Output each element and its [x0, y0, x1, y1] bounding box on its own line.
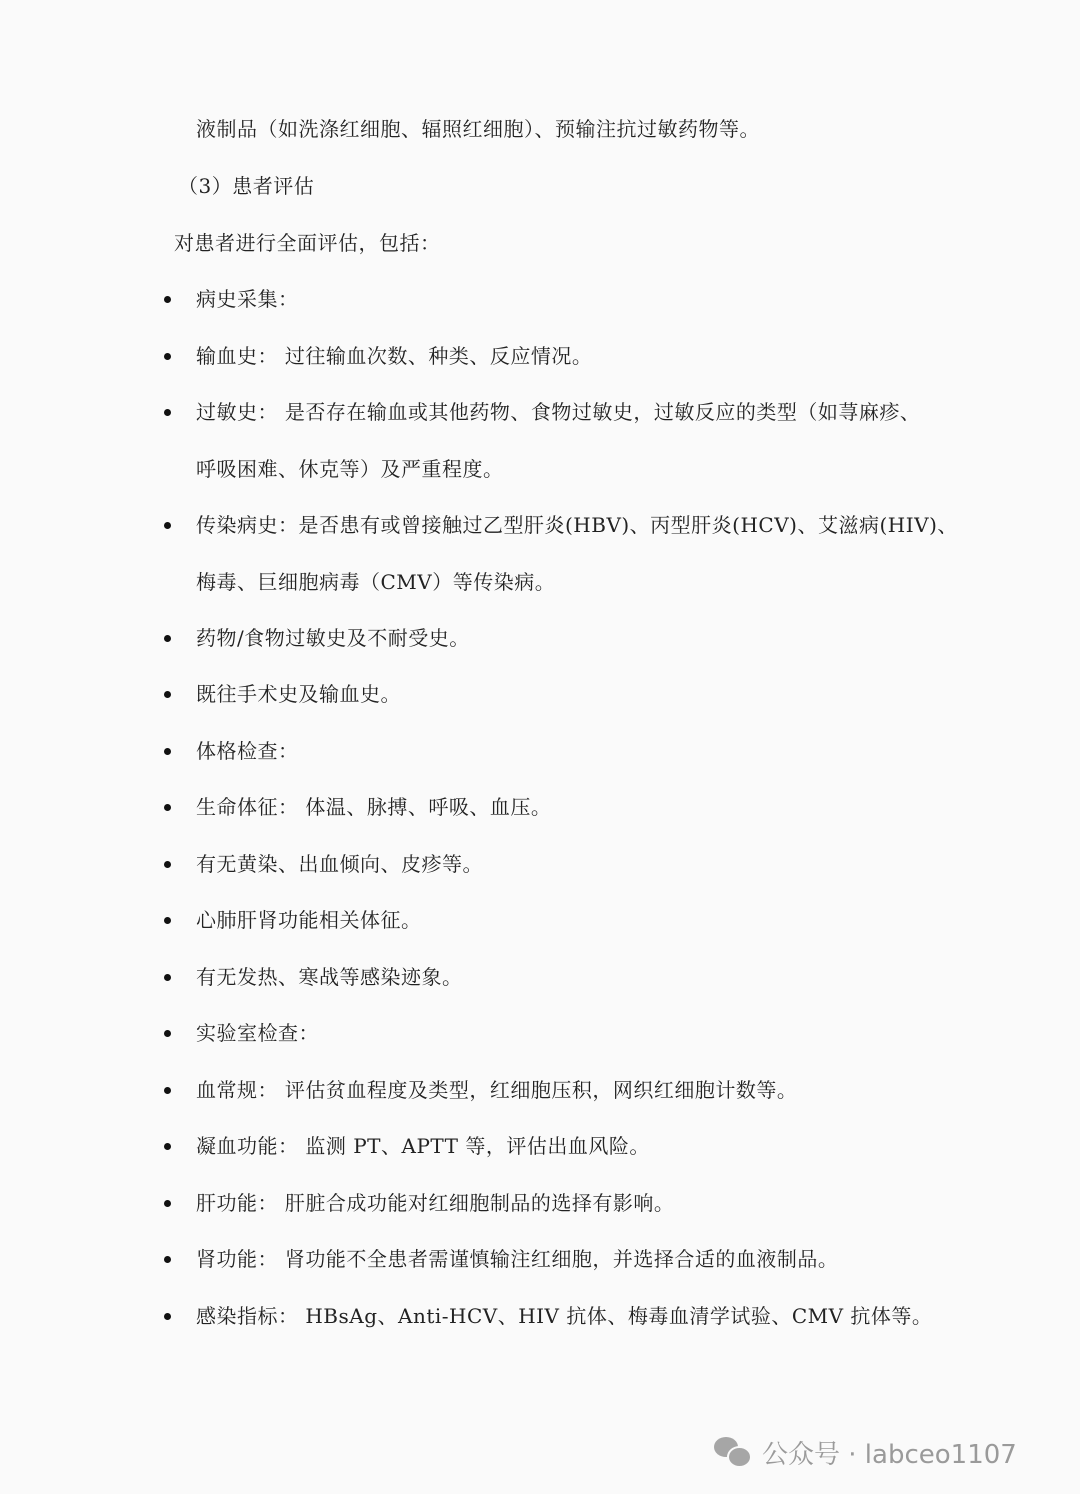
watermark-text: 公众号 · labceo1107 [762, 1439, 1017, 1470]
bullet-dot [164, 1256, 171, 1263]
bullet-dot [164, 1313, 171, 1320]
wechat-icon [714, 1437, 750, 1467]
continued-paragraph: 液制品（如洗涤红细胞、辐照红细胞）、预输注抗过敏药物等。 [196, 117, 760, 141]
list-item-surgery-history: 既往手术史及输血史。 [196, 682, 401, 706]
list-item-physical-exam: 体格检查： [196, 739, 299, 763]
list-item-infection-history: 传染病史：是否患有或曾接触过乙型肝炎(HBV)、丙型肝炎(HCV)、艾滋病(HIV)、 [196, 513, 958, 537]
bullet-dot [164, 861, 171, 868]
list-item-transfusion-history: 输血史： 过往输血次数、种类、反应情况。 [196, 344, 593, 368]
bullet-dot [164, 1143, 171, 1150]
list-item-infection-continued: 梅毒、巨细胞病毒（CMV）等传染病。 [196, 570, 556, 594]
list-item-vital-signs: 生命体征： 体温、脉搏、呼吸、血压。 [196, 795, 552, 819]
list-item-history: 病史采集： [196, 287, 299, 311]
bullet-dot [164, 635, 171, 642]
intro-text: 对患者进行全面评估，包括： [174, 231, 441, 255]
bullet-dot [164, 974, 171, 981]
list-item-allergy-history: 过敏史： 是否存在输血或其他药物、食物过敏史，过敏反应的类型（如荨麻疹、 [196, 400, 921, 424]
list-item-coagulation: 凝血功能： 监测 PT、APTT 等，评估出血风险。 [196, 1134, 650, 1158]
list-item-infection-signs: 有无发热、寒战等感染迹象。 [196, 965, 463, 989]
list-item-lab-tests: 实验室检查： [196, 1021, 319, 1045]
bullet-dot [164, 917, 171, 924]
section-heading: （3）患者评估 [178, 174, 315, 198]
list-item-jaundice-bleeding: 有无黄染、出血倾向、皮疹等。 [196, 852, 483, 876]
bullet-dot [164, 296, 171, 303]
list-item-infection-markers: 感染指标： HBsAg、Anti-HCV、HIV 抗体、梅毒血清学试验、CMV 抗体等。 [196, 1304, 933, 1328]
list-item-drug-food-allergy: 药物/食物过敏史及不耐受史。 [196, 626, 470, 650]
bullet-dot [164, 804, 171, 811]
bullet-dot [164, 1200, 171, 1207]
bullet-dot [164, 522, 171, 529]
bullet-dot [164, 409, 171, 416]
bullet-dot [164, 1087, 171, 1094]
watermark [714, 1432, 1017, 1472]
bullet-dot [164, 691, 171, 698]
bullet-dot [164, 748, 171, 755]
list-item-liver-function: 肝功能： 肝脏合成功能对红细胞制品的选择有影响。 [196, 1191, 675, 1215]
bullet-dot [164, 353, 171, 360]
list-item-organ-signs: 心肺肝肾功能相关体征。 [196, 908, 422, 932]
bullet-dot [164, 1030, 171, 1037]
list-item-blood-routine: 血常规： 评估贫血程度及类型，红细胞压积，网织红细胞计数等。 [196, 1078, 798, 1102]
list-item-kidney-function: 肾功能： 肾功能不全患者需谨慎输注红细胞，并选择合适的血液制品。 [196, 1247, 839, 1271]
list-item-allergy-continued: 呼吸困难、休克等）及严重程度。 [196, 457, 504, 481]
